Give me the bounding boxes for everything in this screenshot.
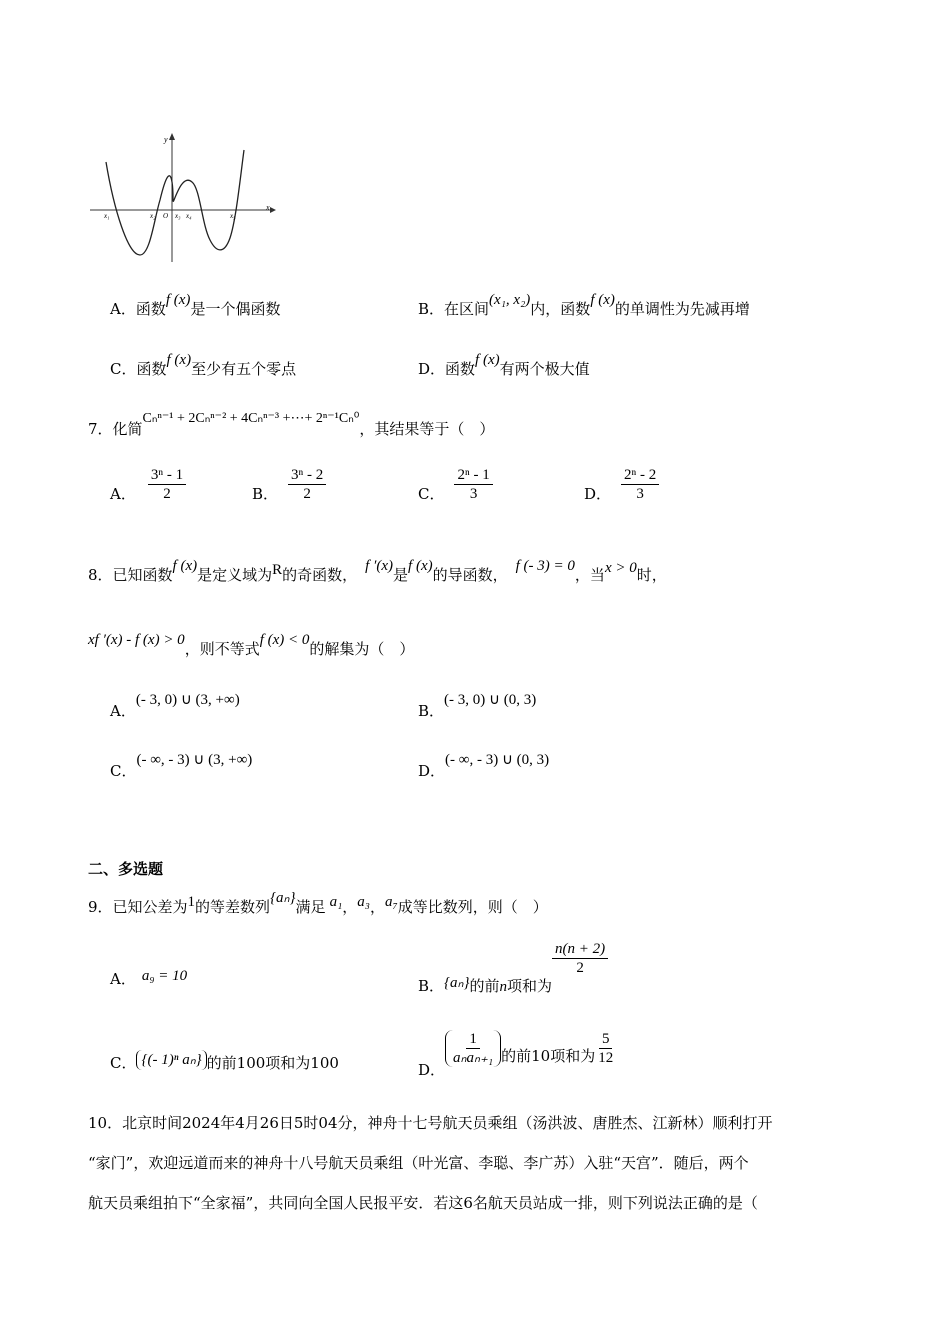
option-label: A．: [110, 702, 136, 720]
numerator: 2ⁿ - 2: [621, 466, 659, 485]
option-text: 函数: [136, 360, 167, 378]
y-axis-arrow-icon: [169, 133, 175, 140]
math-R: R: [272, 562, 283, 578]
math-fx: f (x): [172, 558, 198, 574]
option-text: 函数: [445, 360, 476, 378]
option-label: D．: [418, 762, 446, 780]
q7-option-c[interactable]: [418, 466, 493, 503]
q8-option-a[interactable]: [110, 692, 240, 721]
math-condition: f (- 3) = 0: [515, 558, 575, 574]
q6-option-d[interactable]: [418, 352, 590, 379]
question-text: 8．已知函数: [88, 566, 173, 584]
option-math: (- ∞, - 3) ∪ (0, 3): [445, 752, 550, 768]
fraction: [621, 466, 659, 503]
x-axis-arrow-icon: [270, 207, 276, 213]
numerator: 3ⁿ - 1: [148, 466, 186, 485]
q9-option-a[interactable]: [110, 968, 187, 989]
q8-stem-line1: [88, 558, 667, 585]
denominator: 3: [469, 486, 478, 502]
question-text: 是定义域为: [197, 566, 273, 584]
option-label: D．: [418, 360, 446, 378]
q9-option-d[interactable]: [418, 1030, 616, 1079]
math-inequality: xf ′(x) - f (x) > 0: [88, 632, 185, 648]
question-text: 的等差数列: [195, 898, 271, 916]
q9-stem: [88, 890, 548, 917]
q9-option-c[interactable]: [110, 1052, 339, 1073]
question-text: 7．化简: [88, 420, 143, 438]
math-inequality: f (x) < 0: [259, 632, 310, 648]
option-text: 有两个极大值: [499, 360, 590, 378]
graph-label-x3: x₃: [175, 212, 181, 220]
math-seq: {aₙ}: [270, 890, 296, 906]
question-text: ，其结果等于（ ）: [359, 420, 495, 438]
math-expression: Cₙⁿ⁻¹ + 2Cₙⁿ⁻² + 4Cₙⁿ⁻³ +⋯+ 2ⁿ⁻¹Cₙ⁰: [142, 411, 360, 426]
numerator: 5: [599, 1030, 613, 1049]
question-text: ，则不等式: [184, 640, 260, 658]
q8-option-d[interactable]: [418, 752, 550, 781]
denominator: aₙaₙ₊₁: [453, 1050, 494, 1066]
option-label: C．: [110, 762, 137, 780]
math-fx: f (x): [408, 558, 433, 574]
option-text: 在区间: [444, 300, 490, 318]
math-a7: a₇: [385, 894, 398, 910]
math-n: n: [499, 978, 508, 995]
math-d: 1: [187, 894, 196, 910]
q6-option-a[interactable]: [110, 292, 281, 319]
math-fx: f (x): [166, 352, 192, 368]
fraction: [595, 1030, 616, 1067]
q7-option-d[interactable]: [584, 466, 659, 503]
math-fpx: f ′(x): [365, 558, 394, 574]
option-math: (- ∞, - 3) ∪ (3, +∞): [136, 752, 253, 768]
fraction: [552, 940, 608, 977]
option-label: C．: [110, 1054, 137, 1072]
fraction: [148, 466, 186, 503]
math-fx: f (x): [165, 292, 191, 308]
math-seq: {aₙ}: [444, 974, 470, 991]
option-math: (- 3, 0) ∪ (3, +∞): [135, 692, 240, 708]
option-text: 是一个偶函数: [190, 300, 281, 318]
denominator: 2: [163, 486, 171, 502]
question-text: ，: [342, 898, 358, 916]
numerator: 2ⁿ - 1: [454, 466, 492, 485]
option-label: A．: [110, 300, 136, 318]
question-text: 9．已知公差为: [88, 898, 188, 916]
option-label: B．: [418, 300, 445, 318]
option-math: (- 3, 0) ∪ (0, 3): [444, 692, 537, 708]
fraction: [288, 466, 326, 503]
question-text: ，当: [574, 566, 605, 584]
q10-line1: 10．北京时间2024年4月26日5时04分，神舟十七号航天员乘组（汤洪波、唐胜杰、江新林）顺利打开: [88, 1114, 773, 1132]
x-axis-label: x: [266, 203, 270, 212]
option-label: B．: [418, 702, 445, 720]
q8-stem-line2: [88, 632, 415, 659]
q6-option-c[interactable]: [110, 352, 297, 379]
math-fx: f (x): [590, 292, 615, 308]
numerator: 1: [466, 1030, 480, 1049]
q10-line3: 航天员乘组拍下“全家福”，共同向全国人民报平安．若这6名航天员站成一排，则下列说法正确的是（: [88, 1194, 758, 1212]
option-label: D．: [418, 1060, 446, 1079]
option-text: 项和为: [507, 976, 553, 995]
math-seq: {(- 1)ⁿ aₙ}: [136, 1050, 206, 1070]
q6-option-b[interactable]: [418, 292, 750, 319]
option-text: 函数: [135, 300, 166, 318]
question-text: ，: [370, 898, 386, 916]
graph-label-origin: O: [163, 212, 169, 220]
option-text: 的前100项和为100: [206, 1054, 339, 1072]
option-math: a₉ = 10: [141, 968, 188, 984]
option-label: D．: [584, 484, 612, 503]
option-label: B．: [252, 484, 279, 503]
option-label: A．: [110, 970, 136, 988]
question-text: 的解集为（ ）: [309, 640, 415, 658]
question-text: 是: [393, 566, 409, 584]
graph-label-x1: x₁: [104, 212, 110, 220]
question-text: 的奇函数，: [282, 566, 358, 584]
math-condition: x > 0: [604, 560, 637, 576]
math-fx: f (x): [475, 352, 500, 368]
option-text: 的前: [469, 976, 500, 995]
denominator: 3: [636, 486, 644, 502]
option-label: C．: [110, 360, 137, 378]
denominator: 2: [303, 486, 311, 502]
option-label: B．: [418, 976, 445, 995]
q8-option-b[interactable]: [418, 692, 537, 721]
question-text: 时，: [636, 566, 667, 584]
question-text: 满足: [295, 898, 326, 916]
graph-label-x4: x₄: [186, 212, 192, 220]
q10-line2: “家门”，欢迎远道而来的神舟十八号航天员乘组（叶光富、李聪、李广苏）入驻“天宫”．随后，两个: [88, 1154, 749, 1172]
section-heading: 二、多选题: [88, 860, 164, 878]
q7-stem: [88, 411, 495, 439]
option-text: 的前10项和为: [501, 1046, 596, 1065]
fraction: [450, 1030, 496, 1067]
option-label: C．: [418, 484, 445, 503]
q9-option-b[interactable]: [418, 940, 608, 995]
numerator: n(n + 2): [552, 940, 608, 959]
function-graph: [88, 130, 278, 270]
math-a1: a₁: [329, 894, 343, 910]
option-text: 的单调性为先减再增: [614, 300, 750, 318]
graph-label-x2: x₂: [150, 212, 156, 220]
denominator: 2: [576, 960, 584, 976]
graph-label-x5: x₅: [230, 212, 236, 220]
math-interval: (x₁, x₂): [489, 292, 531, 308]
y-axis-label: y: [164, 135, 168, 144]
option-text: 至少有五个零点: [191, 360, 297, 378]
q7-option-a[interactable]: [110, 466, 186, 503]
fraction: [454, 466, 492, 503]
numerator: 3ⁿ - 2: [288, 466, 326, 485]
question-text: 成等比数列，则（ ）: [397, 898, 548, 916]
option-text: 内，函数: [530, 300, 591, 318]
option-label: A．: [110, 484, 136, 503]
question-text: 的导函数，: [432, 566, 508, 584]
math-seq-bracket: [445, 1030, 501, 1067]
q7-option-b[interactable]: [252, 466, 326, 503]
denominator: 12: [598, 1050, 614, 1066]
math-a3: a₃: [357, 894, 371, 910]
q8-option-c[interactable]: [110, 752, 253, 781]
